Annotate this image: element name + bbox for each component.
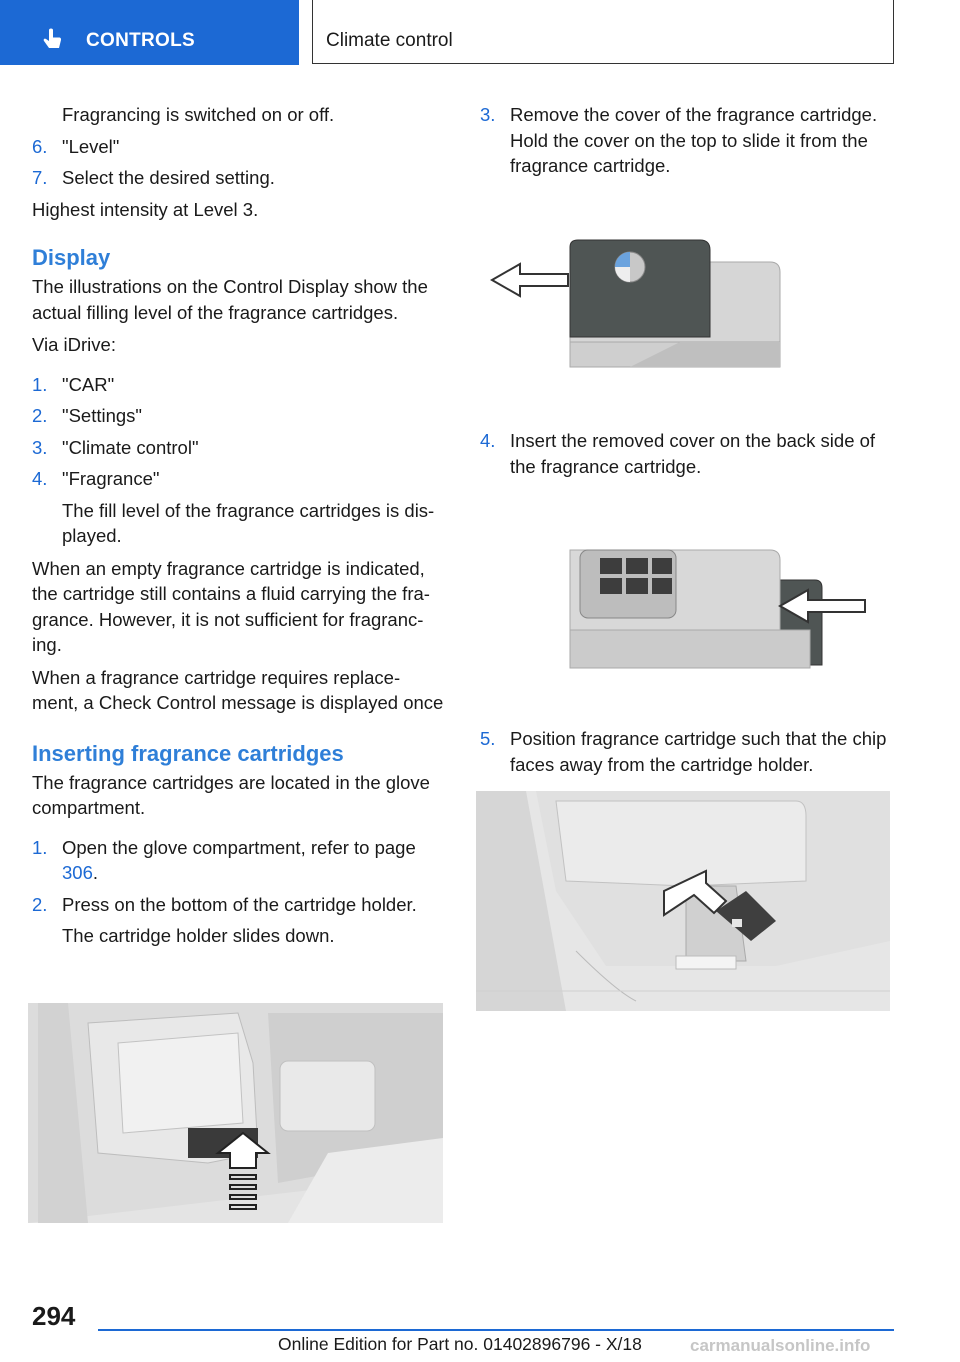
list-item: 4. Insert the removed cover on the back side of the fragrance cartridge. — [480, 430, 876, 477]
heading-display: Display — [32, 245, 111, 270]
edition-text: Online Edition for Part no. 01402896796 - X/18 — [278, 1334, 642, 1354]
right-column-step5 — [480, 726, 890, 777]
paragraph: Highest intensity at Level 3. — [32, 198, 259, 220]
list-item: 3. Remove the cover of the fragrance cartridge. Hold the cover on the top to slide it from the fragrance cartridge. — [480, 104, 878, 176]
list-item: 2. Press on the bottom of the cartridge holder. — [32, 893, 417, 915]
remove-cover-illustration — [480, 232, 890, 382]
chapter-header — [312, 0, 894, 64]
footer-divider — [98, 1329, 894, 1331]
continued-text: Fragrancing is switched on or off. — [62, 104, 335, 125]
heading-inserting: Inserting fragrance cartridges — [32, 740, 344, 766]
paragraph: The fragrance cartridges are located in the glove compartment. — [32, 771, 430, 818]
paragraph: The cartridge holder slides down. — [62, 925, 335, 946]
page-link[interactable]: 306 — [62, 862, 93, 883]
watermark: carmanualsonline.info — [690, 1336, 871, 1355]
hand-pointer-icon — [40, 27, 66, 53]
paragraph: The illustrations on the Control Display show the actual filling level of the fragrance cartridges. — [32, 276, 428, 323]
right-column — [480, 102, 890, 179]
chapter-title: Climate control — [326, 30, 453, 51]
paragraph: When a fragrance cartridge requires replace-ment, a Check Control message is displayed once — [32, 666, 444, 713]
glove-compartment-illustration — [28, 1003, 443, 1223]
list-item: 7. Select the desired setting. — [32, 167, 275, 188]
list-item: 2. "Settings" — [32, 405, 142, 426]
left-column — [32, 102, 444, 949]
section-tab[interactable] — [0, 0, 299, 65]
list-item: 3. "Climate control" — [32, 436, 199, 458]
insert-cover-illustration — [480, 540, 890, 675]
paragraph: The fill level of the fragrance cartridges is dis-played. — [62, 499, 435, 546]
list-item: 1. Open the glove compartment, refer to page 306. — [32, 836, 416, 883]
right-column-step4 — [480, 428, 890, 479]
section-title: CONTROLS — [86, 30, 196, 51]
paragraph: When an empty fragrance cartridge is indicated, the cartridge still contains a fluid carrying the fra-grance. However, it is not sufficient for fragranc-ing. — [32, 557, 430, 655]
cartridge-holder-illustration — [476, 791, 890, 1011]
list-item: 6. "Level" — [32, 135, 120, 157]
list-item: 1. "CAR" — [32, 373, 115, 395]
list-item: 4. "Fragrance" — [32, 468, 160, 489]
list-item: 5. Position fragrance cartridge such that the chip faces away from the cartridge holder. — [480, 728, 887, 775]
page-number: 294 — [32, 1301, 76, 1331]
paragraph: Via iDrive: — [32, 334, 116, 355]
